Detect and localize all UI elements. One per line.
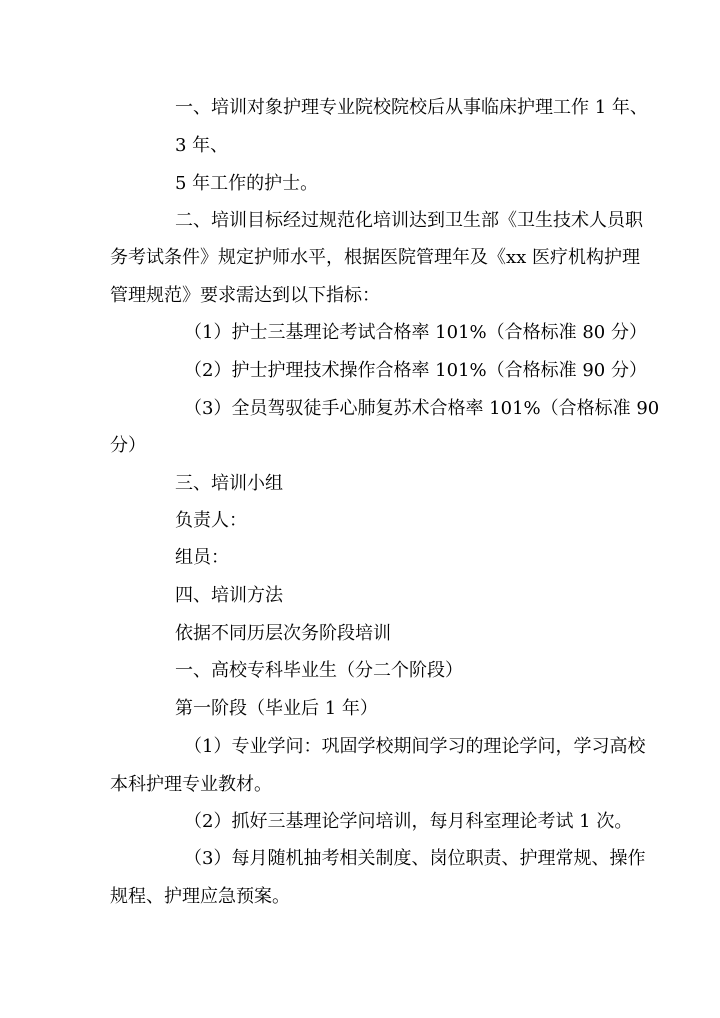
paragraph-line: 规程、护理应急预案。: [110, 886, 290, 907]
list-item: （2）护士护理技术操作合格率 101%（合格标准 90 分）: [184, 360, 647, 381]
paragraph-line: 务考试条件》规定护师水平，根据医院管理年及《xx 医疗机构护理: [110, 247, 641, 268]
list-item: （3）每月随机抽考相关制度、岗位职责、护理常规、操作: [184, 848, 646, 869]
list-item: （1）护士三基理论考试合格率 101%（合格标准 80 分）: [184, 322, 647, 343]
paragraph-line: 组员：: [175, 547, 229, 568]
paragraph-line: 第一阶段（毕业后 1 年）: [175, 698, 378, 719]
paragraph-line: 负责人：: [175, 510, 247, 531]
section-heading: 四、培训方法: [175, 585, 283, 606]
list-item: （1）专业学问：巩固学校期间学习的理论学问，学习高校: [184, 736, 646, 757]
paragraph-line: 二、培训目标经过规范化培训达到卫生部《卫生技术人员职: [175, 210, 643, 231]
paragraph-line: 3 年、: [175, 135, 229, 156]
paragraph-line: 管理规范》要求需达到以下指标：: [110, 285, 380, 306]
paragraph-line: 一、培训对象护理专业院校院校后从事临床护理工作 1 年、: [175, 97, 648, 118]
paragraph-line: 分）: [110, 435, 146, 456]
section-heading: 一、高校专科毕业生（分二个阶段）: [175, 660, 463, 681]
paragraph-line: 本科护理专业教材。: [110, 774, 272, 795]
list-item: （2）抓好三基理论学问培训，每月科室理论考试 1 次。: [184, 811, 633, 832]
paragraph-line: 依据不同历层次务阶段培训: [175, 623, 391, 644]
list-item: （3）全员驾驭徒手心肺复苏术合格率 101%（合格标准 90: [184, 398, 660, 419]
paragraph-line: 5 年工作的护士。: [175, 173, 319, 194]
section-heading: 三、培训小组: [175, 473, 283, 494]
